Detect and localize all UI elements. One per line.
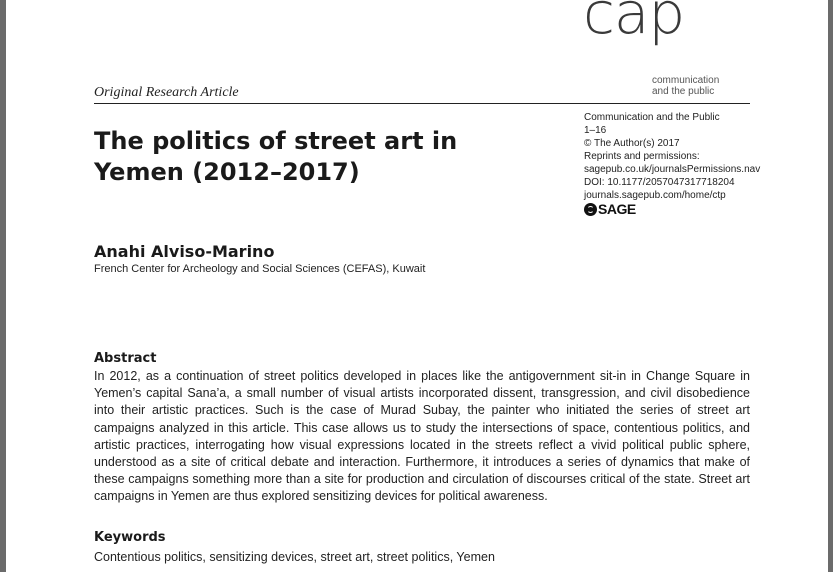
header-rule bbox=[94, 103, 750, 104]
abstract-text: In 2012, as a continuation of street politics developed in places like the antigovernment sit-in in Change Square in Yemen’s capital Sana’a, a small number of visual artists incorporated dissent, transgression, and civil disobedience into their artistic practices. Such is the case of Murad Subay, the painter who initiated the series of street art campaigns analyzed in this article. This case allows us to study the intersections of space, contentious politics, and artistic practices, interrogating how visual expressions located in the streets reflect a vivid political public sphere, understood as a site of critical debate and interaction. Furthermore, it introduces a series of dynamics that make of these campaigns something more than a site for production and circulation of discourses critical of the state. Street art campaigns in Yemen are thus explored sensitizing devices for political awareness. bbox=[94, 369, 750, 504]
author-name: Anahi Alviso-Marino bbox=[94, 242, 275, 261]
meta-reprints-link[interactable]: sagepub.co.uk/journalsPermissions.nav bbox=[584, 164, 761, 175]
author-affiliation: French Center for Archeology and Social Sciences (CEFAS), Kuwait bbox=[94, 263, 426, 275]
window-frame-right bbox=[828, 0, 833, 572]
journal-logo bbox=[583, 0, 733, 96]
article-type-label: Original Research Article bbox=[94, 85, 239, 100]
sage-logo bbox=[584, 203, 760, 216]
meta-journal-name: Communication and the Public bbox=[584, 112, 720, 123]
journal-logo-subtitle-line1: communication bbox=[652, 75, 720, 86]
meta-reprints-label: Reprints and permissions: bbox=[584, 151, 700, 162]
journal-logo-subtitle-line2: and the public bbox=[652, 86, 715, 97]
sage-logo-icon bbox=[584, 203, 597, 216]
journal-logo-wordmark: cap bbox=[583, 0, 685, 47]
journal-logo-subtitle bbox=[652, 75, 719, 97]
meta-journal-link[interactable]: journals.sagepub.com/home/ctp bbox=[584, 190, 726, 201]
sage-logo-text: SAGE bbox=[598, 201, 636, 217]
article-title: The politics of street art in Yemen (2012–2017) bbox=[94, 127, 458, 186]
keywords-text: Contentious politics, sensitizing devices, street art, street politics, Yemen bbox=[94, 550, 495, 564]
window-frame-left bbox=[0, 0, 6, 572]
publication-metadata bbox=[584, 111, 760, 216]
meta-doi[interactable]: DOI: 10.1177/2057047317718204 bbox=[584, 177, 735, 188]
keywords-heading: Keywords bbox=[94, 530, 166, 545]
abstract-heading: Abstract bbox=[94, 351, 157, 366]
meta-copyright: © The Author(s) 2017 bbox=[584, 138, 680, 149]
meta-pages: 1–16 bbox=[584, 125, 607, 136]
